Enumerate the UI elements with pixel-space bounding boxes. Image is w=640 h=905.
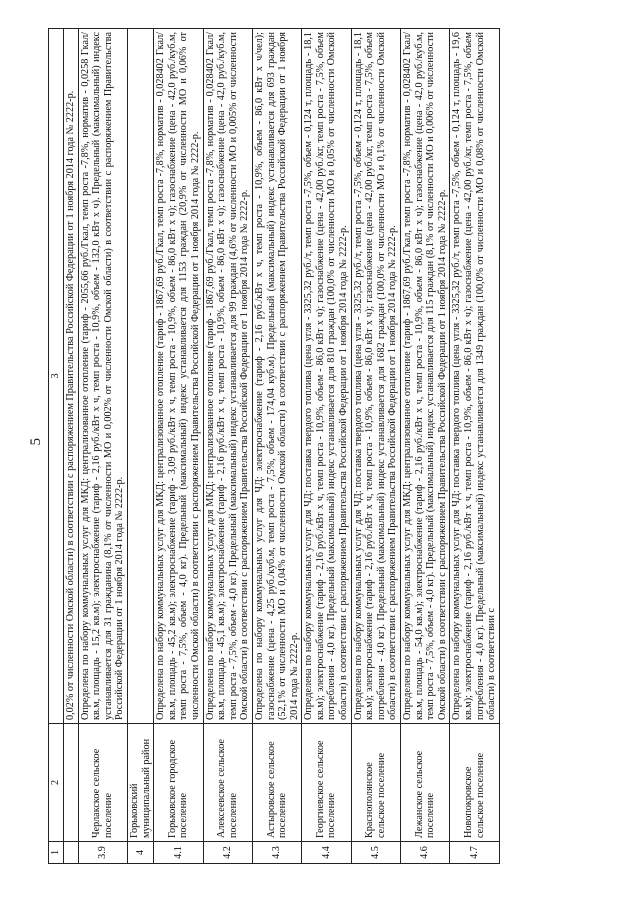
row-number: 3.9 [78,842,127,864]
rotated-page [48,28,618,864]
row-name: Георгиевское сельское поселение [302,724,351,842]
page-number: 5 [28,438,44,446]
row-description: Определена по набору коммунальных услуг для МКД: централизованное отопление (тариф - 2055,66 руб./Гкал, темп роста -7,8%, норматив - 0,0258 Гкал/кв.м, площадь - 15,2 кв.м); электроснабжение (тариф - 2,16 руб./кВт х ч, темп роста - 10,9%, объем - 132,0 кВт х ч). Предельный (максимальный) индекс устанавливается для 31 гражданина (8,1% от численности МО и 0,002% от численности Омской области) в соответствии с распоряжением Правительства Российской Федерации от 1 ноября 2014 года № 2222-р. [78,29,127,724]
row-number: 4 [127,842,153,864]
row-description: 0,02% от численности Омской области) в соответствии с распоряжением Правительства Российской Федерации от 1 ноября 2014 года № 2222-р. [64,29,79,724]
table-row [401,29,450,864]
row-name: Горьковское городское поселение [154,724,203,842]
row-name: Лежанское сельское поселение [401,724,450,842]
header-row [49,29,64,864]
tariff-table [48,28,500,864]
row-number: 4.5 [351,842,400,864]
row-name: Астыровское сельское поселение [252,724,301,842]
table-row [450,29,499,864]
row-description: Определена по набору коммунальных услуг для МКД: централизованное отопление (тариф - 1867,69 руб./Гкал, темп роста -7,8%, норматив - 0,028402 Гкал/кв.м, площадь - 45,2 кв.м); электроснабжение (тариф - 3,09 руб./кВт х ч, темп роста - 10,9%, объем - 86,0 кВт х ч); газоснабжение (цена - 42,0 руб./куб.м, темп роста - 7,5%, объем - 4,0 кг). Предельный (максимальный) индекс устанавливается для 1153 граждан (20,9% от численности МО и 0,06% от численности Омской области) в соответствии с распоряжением Правительства Российской Федерации от 1 ноября 2014 года № 2222-р. [154,29,203,724]
row-number: 4.1 [154,842,203,864]
table-row [252,29,301,864]
row-name: Алексеевское сельское поселение [203,724,252,842]
row-description: Определена по набору коммунальных услуг для ЧД: поставка твердого топлива (цена угля - 3325,32 руб./т, темп роста -7,5%, объем - 0,124 т, площадь - 19,6 кв.м); электроснабжение (тариф - 2,16 руб./кВт х ч, темп роста - 10,9%, объем - 86,0 кВт х ч); газоснабжение (цена - 42,00 руб./кг, темп роста - 7,5%, объем потребления - 4,0 кг). Предельный (максимальный) индекс устанавливается для 1349 граждан (100,0% от численности МО и 0,08% от численности Омской области) в соответствии с [450,29,499,724]
table-row [203,29,252,864]
table-row [127,29,153,864]
row-number: 4.4 [302,842,351,864]
table-row [351,29,400,864]
table-row [64,29,79,864]
row-description: Определена по набору коммунальных услуг для МКД: централизованное отопление (тариф - 1867,69 руб./Гкал, темп роста -7,8%, норматив - 0,028402 Гкал/кв.м, площадь - 45,1 кв.м); электроснабжение (тариф - 2,16 руб./кВт х ч, темп роста - 10,9%, объем - 86,0 кВт х ч); газоснабжение (цена - 42,0 руб./куб.м, темп роста - 7,5%, объем - 4,0 кг). Предельный (максимальный) индекс устанавливается для 99 граждан (4,6% от численности МО и 0,005% от численности Омской области) в соответствии с распоряжением Правительства Российской Федерации от 1 ноября 2014 года № 2222-р. [203,29,252,724]
row-number: 4.6 [401,842,450,864]
table-row [302,29,351,864]
row-description [127,29,153,724]
row-number: 4.7 [450,842,499,864]
table-row [154,29,203,864]
row-description: Определена по набору коммунальных услуг для ЧД: поставка твердого топлива (цена угля - 3325,32 руб./т, темп роста -7,5%, объем - 0,124 т, площадь - 18,1 кв.м); электроснабжение (тариф - 2,16 руб./кВт х ч, темп роста - 10,9%, объем - 86,0 кВт х ч); газоснабжение (цена - 42,00 руб./кг, темп роста - 7,5%, объем потребления - 4,0 кг). Предельный (максимальный) индекс устанавливается для 810 граждан (100,0% от численности МО и 0,05% от численности Омской области) в соответствии с распоряжением Правительства Российской Федерации от 1 ноября 2014 года № 2222-р. [302,29,351,724]
row-name: Новопокровское сельское поселение [450,724,499,842]
row-number: 4.2 [203,842,252,864]
header-col-2: 2 [49,724,64,842]
row-number [64,842,79,864]
header-col-1: 1 [49,842,64,864]
header-col-3: 3 [49,29,64,724]
row-description: Определена по набору коммунальных услуг для ЧД: электроснабжение (тариф - 2,16 руб./кВт х ч, темп роста - 10,9%, объем - 86,0 кВт х ч/чел); газоснабжение (цена - 4,25 руб./куб.м, темп роста - 7,5%, объем - 174,04 куб.м). Предельный (максимальный) индекс устанавливается для 693 граждан (52,1% от численности МО и 0,04% от численности Омской области) в соответствии с распоряжением Правительства Российской Федерации от 1 ноября 2014 года № 2222-р. [252,29,301,724]
row-number: 4.3 [252,842,301,864]
row-description: Определена по набору коммунальных услуг для ЧД: поставка твердого топлива (цена угля - 3325,32 руб./т, темп роста -7,5%, объем - 0,124 т, площадь - 18,1 кв.м); электроснабжение (тариф - 2,16 руб./кВт х ч, темп роста - 10,9%, объем - 86,0 кВт х ч); газоснабжение (цена - 42,00 руб./кг, темп роста - 7,5%, объем потребления - 4,0 кг). Предельный (максимальный) индекс устанавливается для 1682 граждан (100,0% от численности МО и 0,1% от численности Омской области) в соответствии с распоряжением Правительства Российской Федерации от 1 ноября 2014 года № 2222-р. [351,29,400,724]
row-name: Черлакское сельское поселение [78,724,127,842]
table-row [78,29,127,864]
row-description: Определена по набору коммунальных услуг для МКД: централизованное отопление (тариф - 1867,69 руб./Гкал, темп роста -7,8%, норматив - 0,028402 Гкал/кв.м, площадь - 54,0 кв.м); электроснабжение (тариф - 2,16 руб./кВт х ч, темп роста - 10,9%, объем - 86,0 кВт х ч); газоснабжение (цена - 42,0 руб./куб.м, темп роста - 7,5%, объем - 4,0 кг). Предельный (максимальный) индекс устанавливается для 115 граждан (8,1% от численности МО и 0,006% от численности Омской области) в соответствии с распоряжением Правительства Российской Федерации от 1 ноября 2014 года № 2222-р. [401,29,450,724]
row-name: Горьковский муниципальный район [127,724,153,842]
row-name: Краснополянское сельское поселение [351,724,400,842]
row-name [64,724,79,842]
